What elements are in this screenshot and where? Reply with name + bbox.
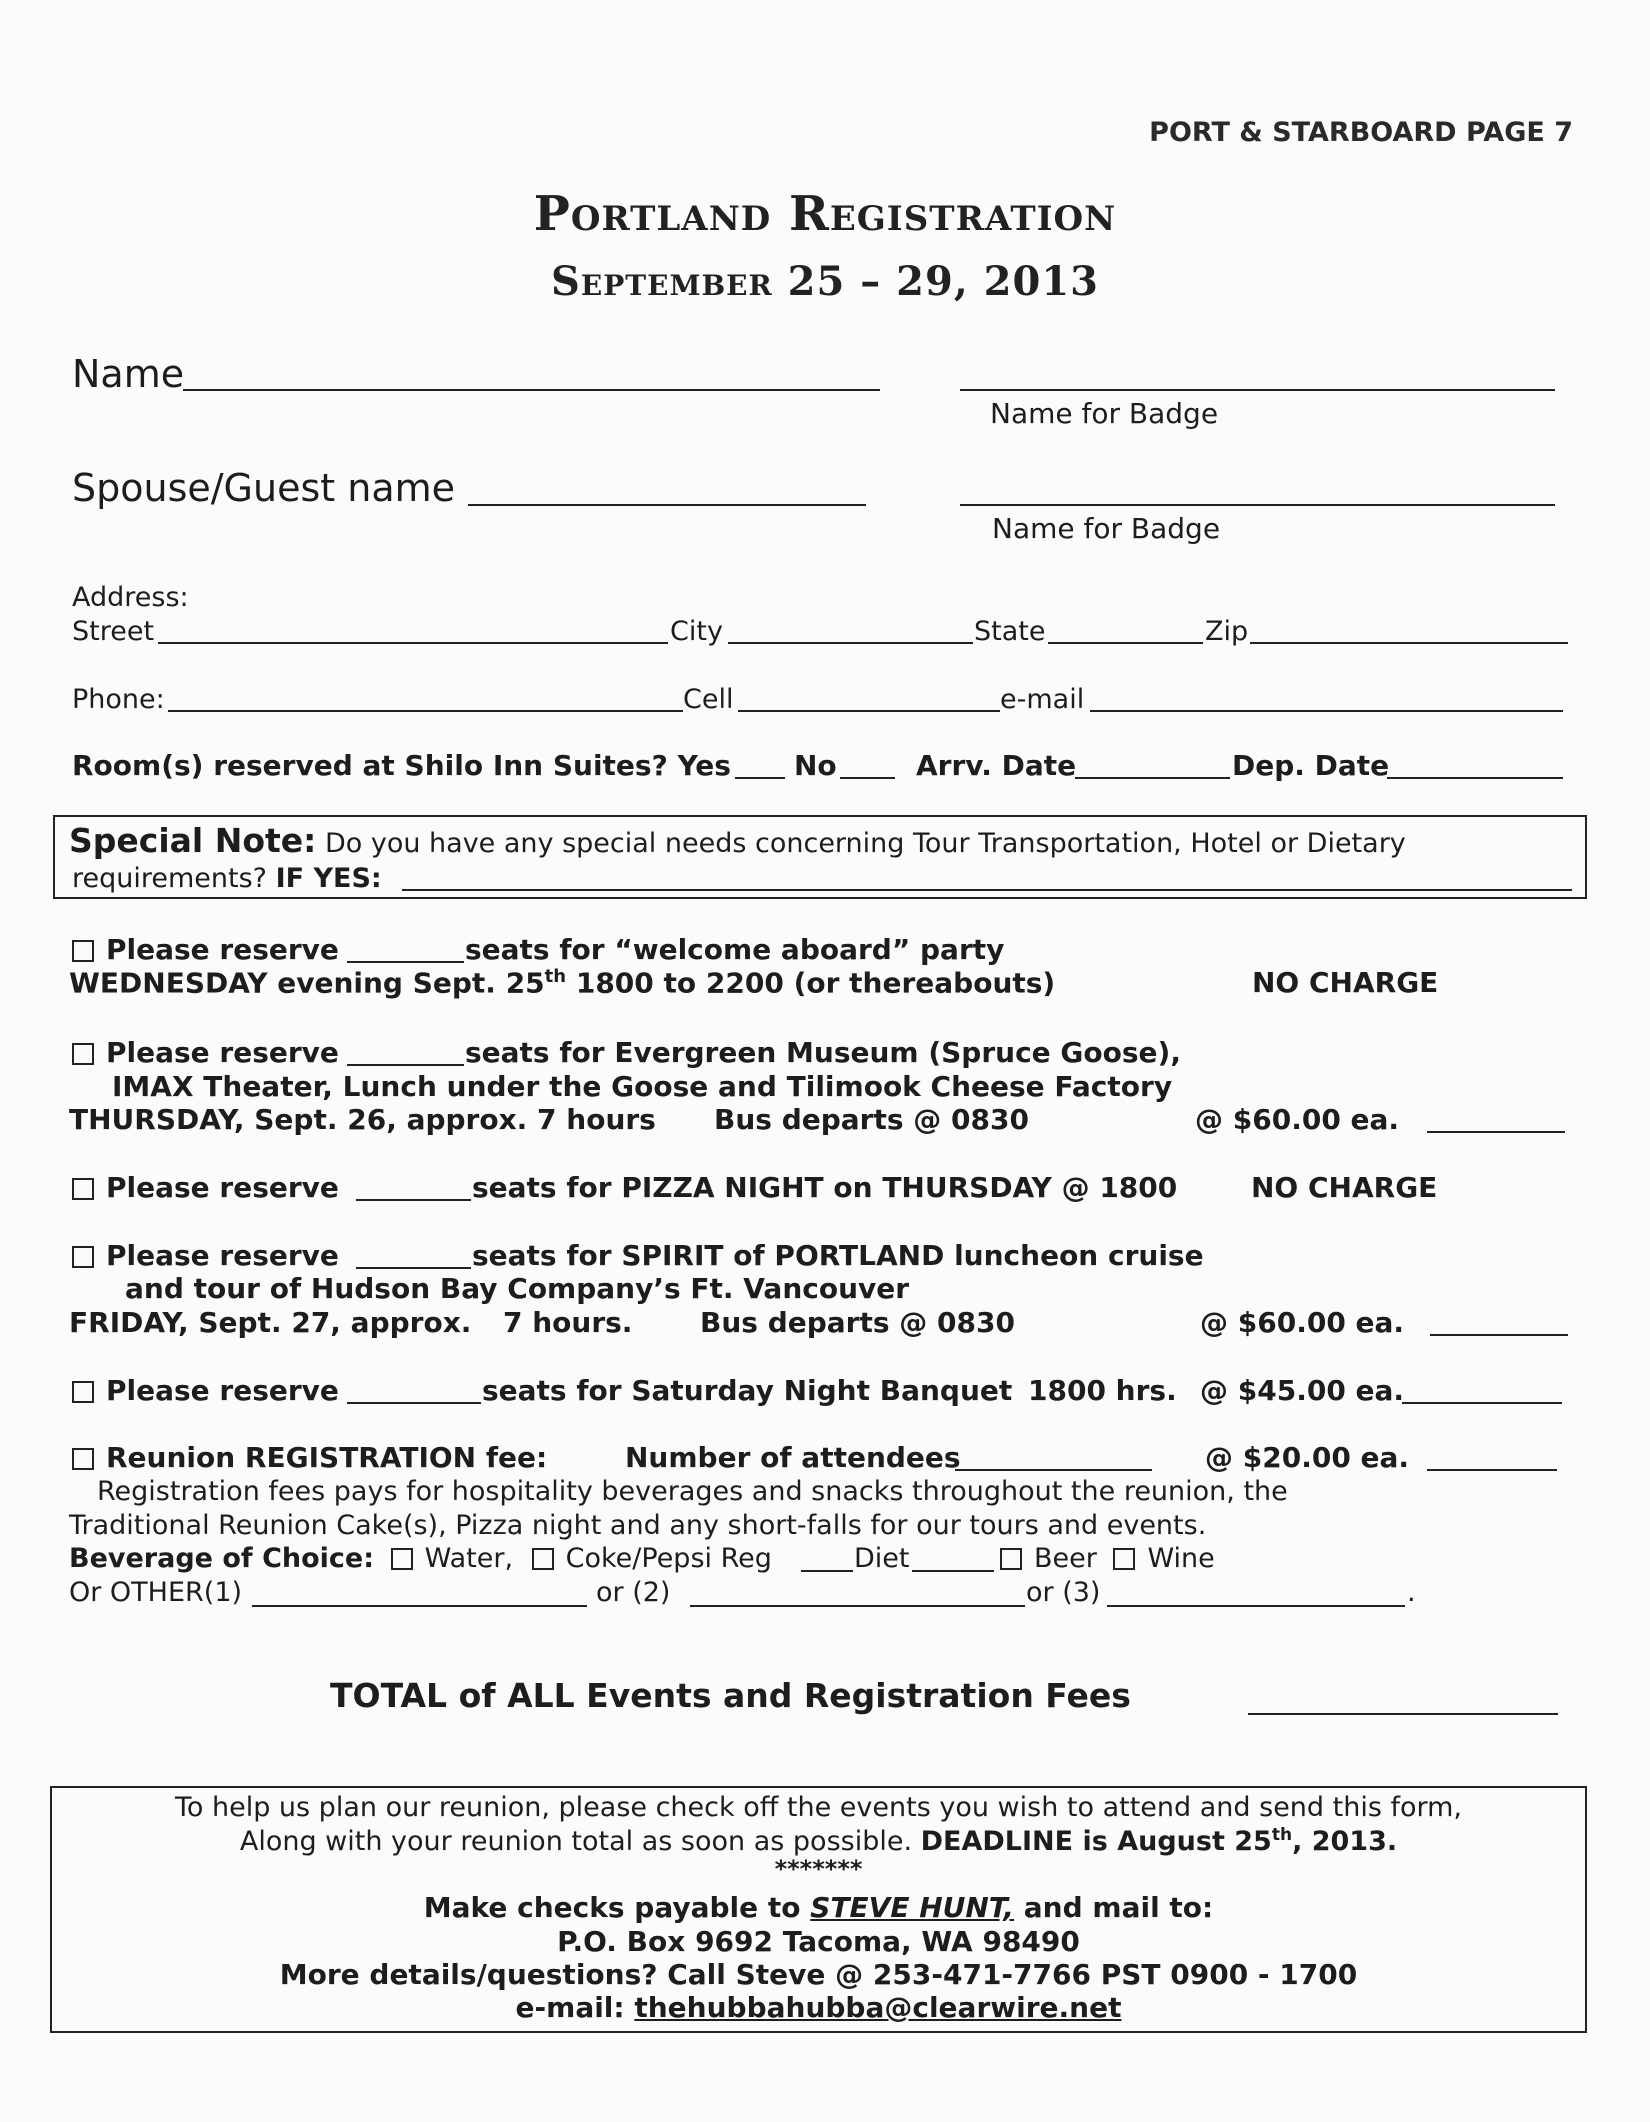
state-field[interactable]	[1048, 642, 1203, 644]
event-pizza-checkbox[interactable]	[72, 1178, 94, 1200]
event-banquet-checkbox[interactable]	[72, 1381, 94, 1403]
footer-email-line	[50, 1991, 1587, 2024]
other3-label: or (3)	[1026, 1577, 1101, 1608]
event-banquet-price: @ $45.00 ea.	[1200, 1374, 1405, 1407]
page-title: Portland Registration	[533, 186, 1117, 242]
special-note-line1	[69, 821, 1406, 860]
reserve-label: Please reserve	[106, 1239, 339, 1272]
departure-date-field[interactable]	[1387, 777, 1563, 779]
coke-reg-field[interactable]	[801, 1570, 853, 1572]
beer-checkbox[interactable]	[1000, 1548, 1022, 1570]
street-label: Street	[72, 616, 155, 647]
total-field[interactable]	[1248, 1713, 1558, 1715]
special-note-line2	[72, 863, 382, 894]
coke-label: Coke/Pepsi Reg	[565, 1543, 772, 1574]
spouse-badge-field[interactable]	[960, 504, 1555, 506]
arrival-date-label: Arrv. Date	[916, 749, 1077, 782]
event-spirit-line3: FRIDAY, Sept. 27, approx.	[69, 1306, 472, 1339]
event-welcome-line2	[69, 966, 1055, 999]
footer-details: More details/questions? Call Steve @ 253-471-7766 PST 0900 - 1700	[279, 1958, 1358, 1991]
event-welcome-suffix: seats for “welcome aboard” party	[465, 933, 1005, 966]
event-museum-line1	[72, 1036, 339, 1069]
special-note-label: Special Note:	[69, 821, 317, 860]
other2-label: or (2)	[596, 1577, 671, 1608]
event-banquet-suffix: seats for Saturday Night Banquet	[482, 1374, 1013, 1407]
event-spirit-hours: 7 hours.	[503, 1306, 633, 1339]
total-label: TOTAL of ALL Events and Registration Fees	[330, 1676, 1131, 1715]
email-field[interactable]	[1090, 710, 1563, 712]
registration-line1	[72, 1441, 547, 1474]
event-spirit-suffix: seats for SPIRIT of PORTLAND luncheon cruise	[472, 1239, 1204, 1272]
special-note-text2: requirements?	[72, 863, 267, 894]
event-museum-suffix: seats for Evergreen Museum (Spruce Goose),	[465, 1036, 1181, 1069]
water-label: Water,	[424, 1543, 514, 1574]
spouse-badge-label: Name for Badge	[992, 512, 1221, 545]
deadline-year: , 2013.	[1292, 1826, 1398, 1857]
event-banquet-time: 1800 hrs.	[1028, 1374, 1177, 1407]
phone-field[interactable]	[168, 710, 683, 712]
event-spirit-line1	[72, 1239, 339, 1272]
event-dates: September 25 – 29, 2013	[550, 258, 1100, 305]
name-field[interactable]	[183, 389, 880, 391]
phone-label: Phone:	[72, 684, 165, 715]
registration-label: Reunion REGISTRATION fee:	[106, 1441, 548, 1474]
state-label: State	[974, 616, 1046, 647]
spouse-label: Spouse/Guest name	[72, 466, 456, 510]
email-label: e-mail	[1000, 684, 1085, 715]
event-welcome-seats-field[interactable]	[347, 961, 464, 963]
spouse-field[interactable]	[468, 504, 866, 506]
checks-label: Make checks payable to	[423, 1891, 801, 1924]
other3-field[interactable]	[1107, 1605, 1405, 1607]
beverage-line	[69, 1543, 772, 1574]
event-welcome-checkbox[interactable]	[72, 940, 94, 962]
special-note-ifyes: IF YES:	[275, 863, 382, 894]
event-spirit-line2: and tour of Hudson Bay Company’s Ft. Vancouver	[125, 1272, 910, 1305]
reserve-label: Please reserve	[106, 933, 339, 966]
event-welcome-day: WEDNESDAY evening Sept. 25	[69, 966, 545, 1000]
departure-date-label: Dep. Date	[1232, 749, 1390, 782]
event-spirit-bus: Bus departs @ 0830	[700, 1306, 1015, 1339]
event-spirit-checkbox[interactable]	[72, 1246, 94, 1268]
registration-attendees-label: Number of attendees	[625, 1441, 961, 1474]
wine-label: Wine	[1147, 1543, 1215, 1574]
reserve-label: Please reserve	[106, 1374, 339, 1407]
cell-field[interactable]	[738, 710, 1000, 712]
diet-field[interactable]	[912, 1570, 994, 1572]
event-pizza-suffix: seats for PIZZA NIGHT on THURSDAY @ 1800	[472, 1171, 1178, 1204]
payee-name: STEVE HUNT,	[810, 1891, 1015, 1924]
reserve-label: Please reserve	[106, 1036, 339, 1069]
registration-checkbox[interactable]	[72, 1448, 94, 1470]
street-field[interactable]	[158, 642, 668, 644]
room-question: Room(s) reserved at Shilo Inn Suites? Yes	[72, 749, 731, 782]
event-museum-line3: THURSDAY, Sept. 26, approx. 7 hours	[69, 1103, 656, 1136]
event-pizza-line1	[72, 1171, 339, 1204]
event-welcome-sup: th	[544, 966, 567, 987]
event-welcome-line1	[72, 933, 339, 966]
event-museum-price: @ $60.00 ea.	[1195, 1103, 1400, 1136]
page-label: PORT & STARBOARD PAGE 7	[1149, 117, 1573, 148]
footer-line1: To help us plan our reunion, please check off the events you wish to attend and send this form,	[174, 1792, 1463, 1823]
event-banquet-line1	[72, 1374, 339, 1407]
diet-label: Diet	[854, 1543, 910, 1574]
beer-label: Beer	[1034, 1543, 1097, 1574]
beer-wine-line	[1000, 1543, 1215, 1574]
wine-checkbox[interactable]	[1113, 1548, 1135, 1570]
coke-checkbox[interactable]	[532, 1548, 554, 1570]
other-end: .	[1407, 1577, 1416, 1608]
city-field[interactable]	[728, 642, 973, 644]
registration-total-field[interactable]	[1427, 1469, 1557, 1471]
deadline-label: DEADLINE is August 25	[920, 1826, 1272, 1857]
event-spirit-seats-field[interactable]	[356, 1267, 471, 1269]
zip-field[interactable]	[1250, 642, 1568, 644]
event-banquet-seats-field[interactable]	[347, 1402, 481, 1404]
event-museum-seats-field[interactable]	[347, 1064, 464, 1066]
name-label: Name	[72, 352, 185, 396]
special-note-field[interactable]	[402, 889, 1572, 891]
other2-field[interactable]	[690, 1605, 1025, 1607]
registration-desc1: Registration fees pays for hospitality beverages and snacks throughout the reunion, the	[97, 1476, 1288, 1507]
registration-price: @ $20.00 ea.	[1205, 1441, 1410, 1474]
city-label: City	[670, 616, 723, 647]
deadline-text	[921, 1826, 1398, 1857]
event-spirit-total-field[interactable]	[1430, 1334, 1568, 1336]
event-pizza-charge: NO CHARGE	[1251, 1171, 1438, 1204]
event-museum-line2: IMAX Theater, Lunch under the Goose and Tilimook Cheese Factory	[112, 1070, 1173, 1103]
other1-label: Or OTHER(1)	[69, 1577, 243, 1608]
registration-attendees-field[interactable]	[955, 1469, 1152, 1471]
event-spirit-price: @ $60.00 ea.	[1200, 1306, 1405, 1339]
zip-label: Zip	[1205, 616, 1249, 647]
room-yes-field[interactable]	[735, 777, 785, 779]
name-badge-label: Name for Badge	[990, 397, 1219, 430]
checks-mail-label: and mail to:	[1023, 1891, 1214, 1924]
special-note-text: Do you have any special needs concerning Tour Transportation, Hotel or Dietary	[324, 828, 1406, 859]
footer-stars: *******	[774, 1855, 863, 1883]
address-label: Address:	[72, 582, 189, 613]
footer-email-label: e-mail:	[515, 1991, 625, 2024]
reserve-label: Please reserve	[106, 1171, 339, 1204]
footer-email-link[interactable]: thehubbahubba@clearwire.net	[634, 1991, 1122, 2024]
arrival-date-field[interactable]	[1075, 777, 1230, 779]
beverage-label: Beverage of Choice:	[69, 1543, 375, 1574]
event-welcome-charge: NO CHARGE	[1252, 966, 1439, 999]
room-no-field[interactable]	[840, 777, 895, 779]
event-banquet-total-field[interactable]	[1402, 1402, 1562, 1404]
footer-line2	[50, 1825, 1587, 1857]
footer-checks	[50, 1891, 1587, 1924]
event-museum-bus: Bus departs @ 0830	[714, 1103, 1029, 1136]
registration-desc2: Traditional Reunion Cake(s), Pizza night and any short-falls for our tours and events.	[69, 1510, 1207, 1541]
event-welcome-time: 1800 to 2200 (or thereabouts)	[566, 966, 1056, 1000]
cell-label: Cell	[683, 684, 734, 715]
footer-line2a: Along with your reunion total as soon as possible.	[239, 1826, 913, 1857]
other1-field[interactable]	[252, 1605, 587, 1607]
deadline-sup: th	[1271, 1825, 1293, 1845]
name-badge-field[interactable]	[960, 389, 1555, 391]
footer-po-box: P.O. Box 9692 Tacoma, WA 98490	[557, 1925, 1080, 1958]
water-checkbox[interactable]	[391, 1548, 413, 1570]
event-museum-checkbox[interactable]	[72, 1043, 94, 1065]
event-pizza-seats-field[interactable]	[356, 1199, 471, 1201]
event-museum-total-field[interactable]	[1427, 1131, 1565, 1133]
room-no-label: No	[794, 749, 837, 782]
